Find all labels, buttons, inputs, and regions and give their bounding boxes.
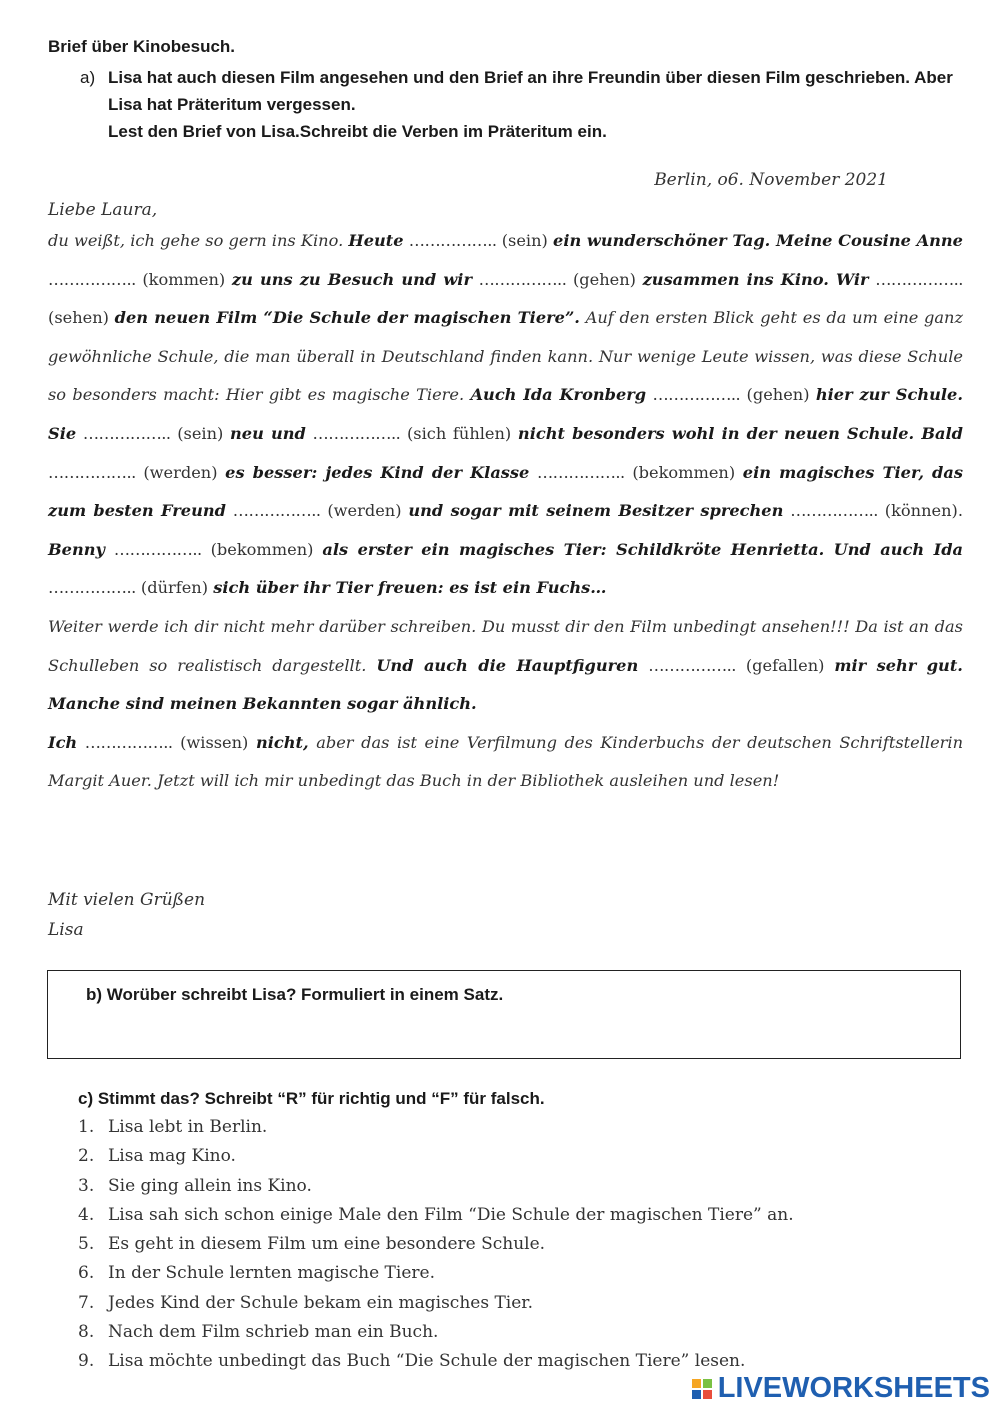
verb-hint: (kommen) — [142, 269, 226, 289]
verb-gap-13[interactable]: …………….. — [48, 578, 136, 598]
verb-gap-14[interactable]: …………….. — [648, 655, 736, 675]
letter-text-bold: es besser: jedes Kind der Klasse — [225, 462, 530, 482]
statement-item: 3. Sie ging allein ins Kino. — [78, 1175, 312, 1196]
verb-gap-7[interactable]: …………….. — [312, 423, 401, 443]
letter-closing — [48, 885, 205, 945]
letter-text-bold: nicht, — [255, 732, 309, 752]
letter-text-bold: ein magisches Tier, das zum besten Freund — [48, 462, 963, 521]
letter-text-bold: nicht besonders wohl in der neuen Schule. Bald — [517, 423, 963, 443]
letter-text: aber das ist eine Verfilmung des Kinderbuchs der deutschen Schriftstellerin Margit Auer. Jetzt will ich mir unbedingt das Buch in der Bibliothek ausleihen und lesen! — [48, 732, 964, 791]
letter-text-bold: zu uns zu Besuch und wir — [231, 269, 472, 289]
verb-hint: (dürfen) — [140, 578, 209, 598]
letter-text: Weiter werde ich dir nicht mehr darüber schreiben. Du musst dir den Film unbedingt ansehen!!! Da ist an das Schulleben so realistisch dargestellt. — [48, 616, 963, 675]
verb-hint: (bekommen) — [210, 539, 314, 559]
statement-item: 8. Nach dem Film schrieb man ein Buch. — [78, 1322, 439, 1343]
verb-gap-3[interactable]: …………….. — [478, 269, 567, 289]
verb-hint: (werden) — [143, 462, 218, 482]
statement-list — [78, 1113, 794, 1377]
verb-gap-12[interactable]: …………….. — [113, 539, 202, 559]
verb-gap-5[interactable]: …………….. — [652, 385, 741, 405]
signature: Lisa — [48, 920, 84, 940]
letter-text-bold: neu und — [230, 423, 306, 443]
statement-item: 5. Es geht in diesem Film um eine besondere Schule. — [78, 1234, 546, 1255]
statement-item: 9. Lisa möchte unbedingt das Buch “Die Schule der magischen Tiere” lesen. — [78, 1351, 746, 1372]
verb-hint: (werden) — [327, 501, 402, 521]
letter-text: Auf den ersten Blick geht es da um eine ganz gewöhnliche Schule, die man überall in Deutschland finden kann. Nur wenige Leute wissen, was diese Schule so besonders macht: Hier gibt es magische Tiere. — [48, 308, 964, 405]
task-a-text: Lisa hat auch diesen Film angesehen und den Brief an ihre Freundin über diesen Film geschrieben. Aber Lisa hat Präteritum vergessen. — [108, 68, 953, 114]
statement-item: 6. In der Schule lernten magische Tiere. — [78, 1263, 435, 1284]
letter-greeting: Liebe Laura, — [48, 200, 158, 220]
verb-gap-11[interactable]: …………….. — [790, 501, 878, 521]
verb-hint: (können). — [884, 501, 963, 521]
letter-text-bold: ein wunderschöner Tag. Meine Cousine Anne — [553, 231, 963, 250]
verb-gap-15[interactable]: …………….. — [84, 732, 173, 752]
statement-item: 2. Lisa mag Kino. — [78, 1146, 236, 1167]
verb-hint: (gefallen) — [745, 655, 825, 675]
letter-text-bold: als erster ein magisches Tier: Schildkröte Henrietta. Und auch Ida — [322, 539, 964, 559]
letter-text-bold: sich über ihr Tier freuen: es ist ein Fuchs… — [213, 578, 607, 598]
task-b-label: b) Worüber schreibt Lisa? Formuliert in einem Satz. — [86, 985, 504, 1004]
verb-hint: (gehen) — [746, 385, 810, 405]
letter-body — [48, 222, 963, 801]
verb-hint: (sein) — [501, 231, 548, 250]
letter-text-bold: Heute — [348, 231, 404, 250]
verb-hint: (sich fühlen) — [406, 423, 512, 443]
letter-text-bold: den neuen Film “Die Schule der magischen Tiere”. — [114, 308, 580, 328]
verb-gap-4[interactable]: …………….. — [875, 269, 963, 289]
letter-text-bold: zusammen ins Kino. Wir — [642, 269, 869, 289]
verb-gap-8[interactable]: …………….. — [48, 462, 136, 482]
verb-hint: (wissen) — [180, 732, 249, 752]
closing-line: Mit vielen Grüßen — [48, 890, 206, 910]
verb-gap-9[interactable]: …………….. — [536, 462, 625, 482]
task-a-text-2: Lest den Brief von Lisa.Schreibt die Verben im Präteritum ein. — [108, 122, 607, 141]
verb-gap-10[interactable]: …………….. — [232, 501, 321, 521]
verb-hint: (sein) — [177, 423, 224, 443]
verb-gap-6[interactable]: …………….. — [82, 423, 171, 443]
verb-hint: (gehen) — [572, 269, 636, 289]
letter-text-bold: und sogar mit seinem Besitzer sprechen — [408, 501, 784, 521]
statement-item: 4. Lisa sah sich schon einige Male den Film “Die Schule der magischen Tiere” an. — [78, 1204, 794, 1225]
letter-date: Berlin, o6. November 2021 — [654, 170, 888, 190]
letter-text-bold: Benny — [48, 539, 105, 559]
letter-text-bold: Auch Ida Kronberg — [470, 385, 647, 405]
letter-text-bold: Ich — [48, 732, 78, 752]
page-title: Brief über Kinobesuch. — [48, 37, 236, 56]
task-c-heading: c) Stimmt das? Schreibt “R” für richtig und “F” für falsch. — [78, 1089, 545, 1108]
letter-text-bold: mir sehr gut. Manche sind meinen Bekannten sogar ähnlich. — [48, 655, 963, 714]
task-a-label: a) — [80, 68, 96, 87]
task-a-instructions — [80, 64, 960, 145]
verb-hint: (sehen) — [48, 308, 109, 328]
letter-text-bold: Und auch die Hauptfiguren — [376, 655, 639, 675]
verb-gap-1[interactable]: …………….. — [408, 231, 497, 250]
logo-mark-icon — [692, 1379, 712, 1399]
letter-text-bold: hier zur Schule. Sie — [48, 385, 963, 443]
letter-text: du weißt, ich gehe so gern ins Kino. — [48, 231, 344, 250]
task-b-answer-box[interactable] — [47, 970, 961, 1059]
statement-item: 1. Lisa lebt in Berlin. — [78, 1117, 268, 1137]
logo-text: LIVEWORKSHEETS — [717, 1372, 990, 1404]
verb-gap-2[interactable]: …………….. — [48, 269, 136, 289]
verb-hint: (bekommen) — [632, 462, 736, 482]
statement-item: 7. Jedes Kind der Schule bekam ein magisches Tier. — [78, 1292, 533, 1313]
liveworksheets-logo — [692, 1372, 990, 1405]
